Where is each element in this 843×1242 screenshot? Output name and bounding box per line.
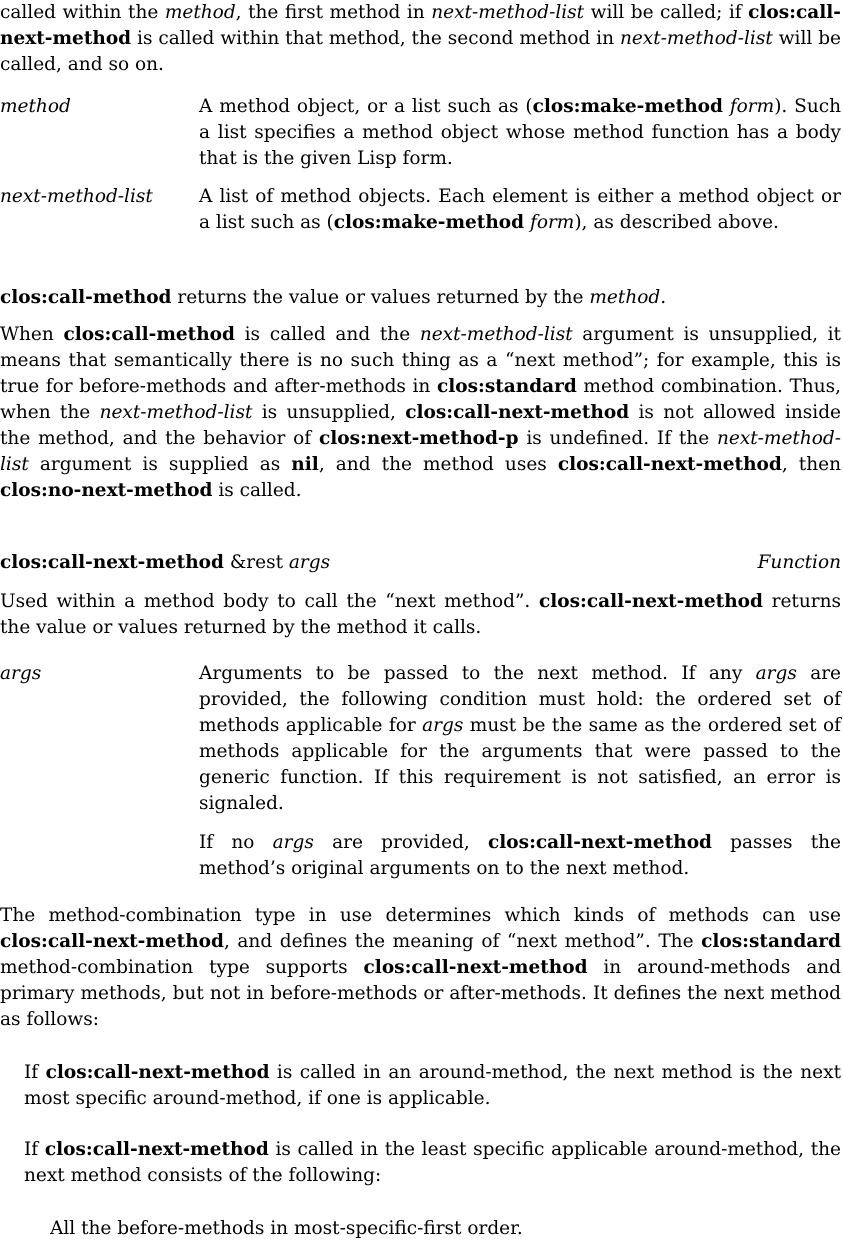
- argument-term: args: [0, 663, 42, 684]
- rule-around-method: If clos:call-next-method is called in an around-method, the next method is the next most specific around-method, if one is applicable.: [24, 1062, 841, 1109]
- returns-paragraph: clos:call-method returns the value or values returned by the method.: [0, 287, 667, 308]
- argument-description: Arguments to be passed to the next method. If any args are provided, the following condition must hold: the ordered set of methods applicable for args must be the same as the ordered set of methods applicable for the arguments that were passed to the generic function. If this requirement is not satisfied, an error is signaled.: [199, 663, 842, 814]
- argument-description: A list of method objects. Each element is either a method object or a list such as (clos:make-method form), as described above.: [199, 186, 841, 233]
- combination-paragraph: The method-combination type in use determines which kinds of methods can use clos:call-next-method, and defines the meaning of “next method”. The clos:standard method-combination type supports clos:call-next-method in around-methods and primary methods, but not in before-methods or after-methods. It defines the next method as follows:: [0, 905, 842, 1030]
- function-name: clos:call-next-method: [0, 552, 224, 573]
- intro-paragraph: called within the method, the first method in next-method-list will be called; if clos:call-next-method is called within that method, the second method in next-method-list will be called, and so on.: [0, 2, 842, 75]
- argument-description: A method object, or a list such as (clos:make-method form). Such a list specifies a method object whose method function has a body that is the given Lisp form.: [199, 96, 842, 169]
- sub-rule-before-methods: All the before-methods in most-specific-first order.: [50, 1218, 523, 1239]
- function-heading: clos:call-next-method &rest args Function: [0, 550, 841, 576]
- used-paragraph: Used within a method body to call the “next method”. clos:call-next-method returns the value or values returned by the method it calls.: [0, 591, 841, 638]
- function-kind-label: Function: [757, 552, 841, 573]
- when-paragraph: When clos:call-method is called and the next-method-list argument is unsupplied, it means that semantically there is no such thing as a “next method”; for example, this is true for before-methods and after-methods in clos:standard method combination. Thus, when the next-method-list is unsupplied, clos:call-next-method is not allowed inside the method, and the behavior of clos:next-method-p is undefined. If the next-method-list argument is supplied as nil, and the method uses clos:call-next-method, then clos:no-next-method is called.: [0, 324, 842, 501]
- argument-description-continued: If no args are provided, clos:call-next-method passes the method’s original arguments on to the next method.: [199, 832, 841, 879]
- argument-term: next-method-list: [0, 186, 153, 207]
- rule-least-specific-around: If clos:call-next-method is called in the least specific applicable around-method, the next method consists of the following:: [24, 1139, 841, 1186]
- argument-term: method: [0, 96, 71, 117]
